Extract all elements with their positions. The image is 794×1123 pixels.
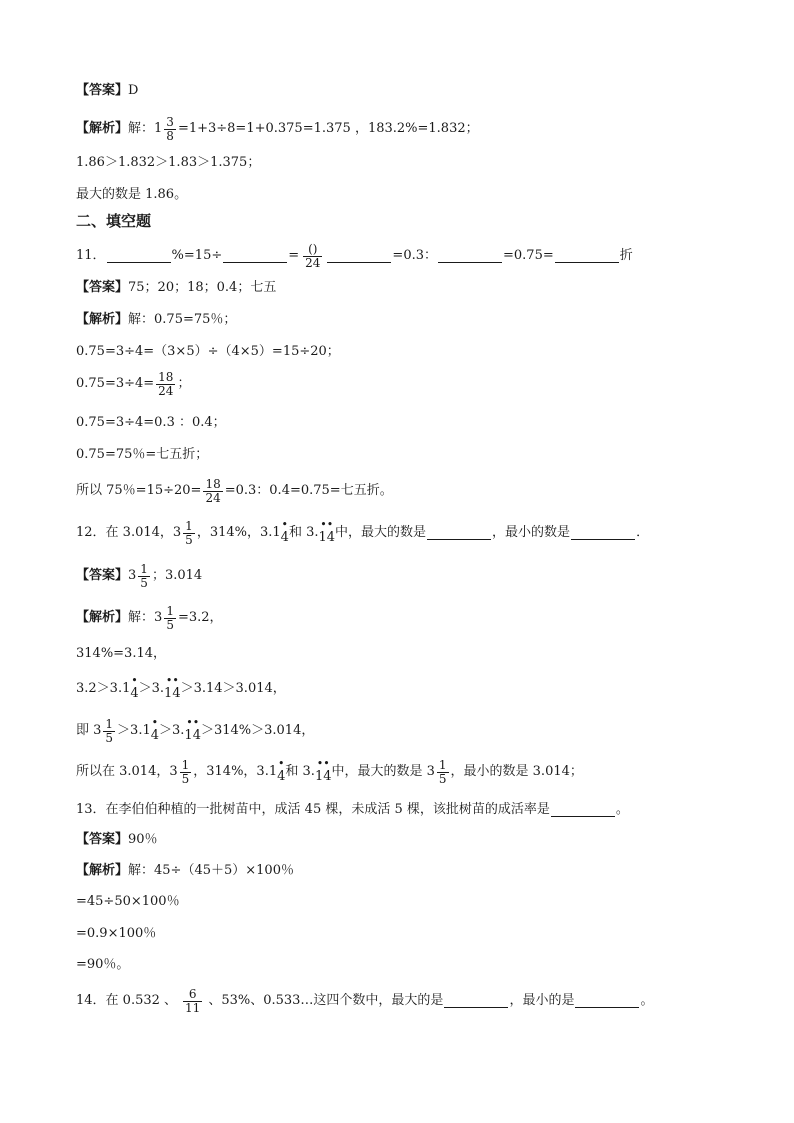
text: 。 (615, 802, 629, 817)
text: 折 (619, 248, 633, 263)
text: =0.3： (392, 248, 437, 263)
fraction (164, 605, 176, 632)
fraction-denominator: 24 (305, 255, 321, 270)
text: =0.75= (503, 248, 554, 263)
fraction-numerator: 3 (166, 114, 174, 129)
text: 0.75=3÷4= (76, 376, 155, 391)
repeating-decimal (280, 518, 289, 545)
text: 在李伯伯种植的一批树苗中，成活 45 棵，未成活 5 棵，该批树苗的成活率是 (105, 802, 550, 817)
q13-analysis-line-3: =0.9×100％ (76, 926, 157, 941)
text: 解：1 (128, 121, 163, 136)
text: ，最小的数是 3.014； (450, 764, 583, 779)
repeating-decimal (130, 674, 139, 701)
q14-question (76, 984, 653, 1018)
fraction-numerator: 1 (140, 561, 148, 576)
fraction-numerator: 1 (438, 757, 447, 772)
fraction-denominator: 5 (438, 771, 447, 786)
text: 和 3. (288, 525, 319, 540)
text: 中，最大的数是 3 (331, 764, 435, 779)
text: ＞314%＞3.014， (200, 723, 315, 738)
repeat-dots: •• (186, 716, 200, 729)
question-number: 13． (76, 802, 106, 817)
repeat-digit: 4 (280, 530, 289, 545)
text: =3.2， (177, 610, 223, 625)
q12-question (76, 518, 649, 548)
fraction (180, 759, 192, 786)
text: ，最小的数是 (492, 525, 571, 540)
section-title: 二、填空题 (76, 212, 152, 230)
fraction-numerator: 18 (205, 476, 221, 491)
repeat-digit: 4 (130, 686, 139, 701)
q11-analysis-line-2: 0.75=3÷4=（3×5）÷（4×5）=15÷20； (76, 344, 340, 359)
fraction-denominator: 5 (105, 730, 114, 745)
fraction-denominator: 24 (158, 383, 174, 398)
q12-analysis-line-4 (76, 716, 314, 746)
answer-blank[interactable] (571, 527, 635, 540)
text: 和 3. (285, 764, 315, 779)
answer-blank[interactable] (107, 250, 171, 263)
q11-question (76, 240, 633, 272)
repeat-digit: 4 (277, 769, 286, 784)
text: 3 (154, 610, 163, 625)
text: ； (177, 376, 191, 391)
text: =0.3：0.4=0.75=七五折。 (224, 483, 393, 498)
text: 。 (640, 993, 654, 1008)
text: 在 0.532 、 (105, 993, 178, 1008)
fraction (183, 988, 202, 1015)
answer-label: 【答案】 (76, 832, 129, 847)
repeat-digit: 14 (164, 686, 181, 701)
text: 即 3 (76, 723, 102, 738)
q12-answer (76, 561, 202, 591)
fraction-denominator: 5 (181, 771, 190, 786)
fraction-numerator: 1 (166, 603, 174, 618)
fraction-numerator: 1 (185, 518, 193, 533)
text: ＞3. (138, 681, 165, 696)
answer-blank[interactable] (555, 250, 619, 263)
fraction-denominator: 5 (185, 532, 193, 547)
question-number: 12． (76, 525, 106, 540)
repeat-digit: 14 (318, 530, 336, 545)
q11-answer (76, 280, 276, 296)
q13-analysis-line-1 (76, 863, 294, 879)
answer-blank[interactable] (427, 527, 491, 540)
text: 所以在 3.014，3 (76, 764, 178, 779)
repeat-digit: 14 (184, 728, 201, 743)
text: =1+3÷8=1+0.375=1.375 ，183.2%=1.832； (177, 121, 479, 136)
q11-analysis-line-4: 0.75=3÷4=0.3 ：0.4； (76, 415, 226, 430)
fraction-numerator: 6 (188, 986, 197, 1001)
text: ＞3.1 (117, 723, 151, 738)
q11-analysis-line-6 (76, 475, 393, 507)
text: ，最小的是 (509, 993, 575, 1008)
fraction (138, 563, 150, 590)
q13-analysis-line-4: =90％。 (76, 957, 130, 972)
analysis-label: 【解析】 (76, 610, 129, 625)
q12-analysis-line-1 (76, 603, 223, 633)
answer-blank[interactable] (551, 804, 615, 817)
q12-analysis-line-3 (76, 674, 286, 704)
fraction (303, 243, 322, 270)
answer-label: 【答案】 (76, 568, 129, 583)
text: = (288, 248, 300, 263)
text: 中，最大的数是 (335, 525, 427, 540)
q11-analysis-line-1 (76, 312, 236, 328)
repeating-decimal (164, 674, 181, 701)
text: 所以 75％=15÷20= (76, 483, 202, 498)
repeat-dots: •• (316, 757, 330, 770)
analysis-label: 【解析】 (76, 312, 129, 327)
q10-analysis-line-1 (76, 114, 479, 144)
q10-analysis-line-3: 最大的数是 1.86。 (76, 187, 188, 202)
text: ． (636, 525, 650, 540)
q11-analysis-line-5: 0.75=75％=七五折； (76, 447, 209, 462)
answer-blank[interactable] (575, 995, 639, 1008)
fraction (437, 759, 449, 786)
answer-value: 75；20；18；0.4；七五 (128, 280, 277, 295)
repeat-dots: • (151, 716, 159, 729)
answer-value: D (128, 83, 139, 98)
q12-analysis-line-2: 314%=3.14， (76, 646, 167, 661)
repeat-dots: •• (320, 518, 334, 531)
fraction-denominator: 5 (166, 617, 174, 632)
repeat-digit: 4 (150, 728, 160, 743)
repeat-dots: • (131, 674, 138, 687)
answer-blank[interactable] (327, 250, 391, 263)
answer-label: 【答案】 (76, 280, 129, 295)
q10-analysis-line-2: 1.86＞1.832＞1.83＞1.375； (76, 155, 261, 170)
text: ＞3. (159, 723, 185, 738)
fraction-numerator: 18 (158, 369, 174, 384)
text: ，314%，3.1 (193, 764, 278, 779)
text: 在 3.014，3 (105, 525, 182, 540)
answer-label: 【答案】 (76, 83, 129, 98)
repeating-decimal (150, 716, 160, 743)
answer-value: 90％ (128, 832, 158, 847)
fraction-numerator: 1 (181, 757, 190, 772)
text: 解： (128, 610, 155, 625)
repeat-dots: • (278, 757, 285, 770)
text: ＞3.14＞3.014， (180, 681, 286, 696)
analysis-label: 【解析】 (76, 863, 129, 878)
text: %=15÷ (171, 248, 223, 263)
fraction (203, 478, 222, 505)
text: ；3.014 (151, 568, 203, 583)
q13-question (76, 802, 629, 818)
q10-answer (76, 83, 138, 99)
answer-blank[interactable] (444, 995, 508, 1008)
fraction (156, 371, 175, 398)
repeating-decimal (314, 757, 332, 784)
answer-blank[interactable] (438, 250, 502, 263)
q12-analysis-line-5 (76, 757, 583, 787)
fraction (103, 718, 115, 745)
fraction-numerator: () (308, 241, 318, 256)
q11-analysis-line-3 (76, 368, 190, 400)
repeating-decimal (184, 716, 201, 743)
fraction-denominator: 24 (205, 490, 221, 505)
text: 3 (128, 568, 137, 583)
q13-analysis-line-2: =45÷50×100％ (76, 894, 180, 909)
text: 3.2＞3.1 (76, 681, 131, 696)
repeating-decimal (318, 518, 336, 545)
fraction-numerator: 1 (105, 716, 114, 731)
question-number: 14． (76, 993, 106, 1008)
text: 解：45÷（45＋5）×100％ (128, 863, 294, 878)
repeat-digit: 14 (314, 769, 332, 784)
fraction (164, 116, 176, 143)
repeating-decimal (277, 757, 286, 784)
answer-blank[interactable] (223, 250, 287, 263)
fraction (183, 520, 195, 547)
repeat-dots: • (281, 518, 289, 531)
fraction-denominator: 8 (166, 128, 174, 143)
repeat-dots: •• (165, 674, 179, 687)
q13-answer (76, 832, 158, 848)
text: ，314%，3.1 (196, 525, 281, 540)
fraction-denominator: 11 (185, 1000, 201, 1015)
text: 、53%、0.533…这四个数中，最大的是 (208, 993, 444, 1008)
text: 解：0.75=75％； (128, 312, 237, 327)
question-number: 11． (76, 248, 106, 263)
analysis-label: 【解析】 (76, 121, 129, 136)
fraction-denominator: 5 (140, 575, 148, 590)
